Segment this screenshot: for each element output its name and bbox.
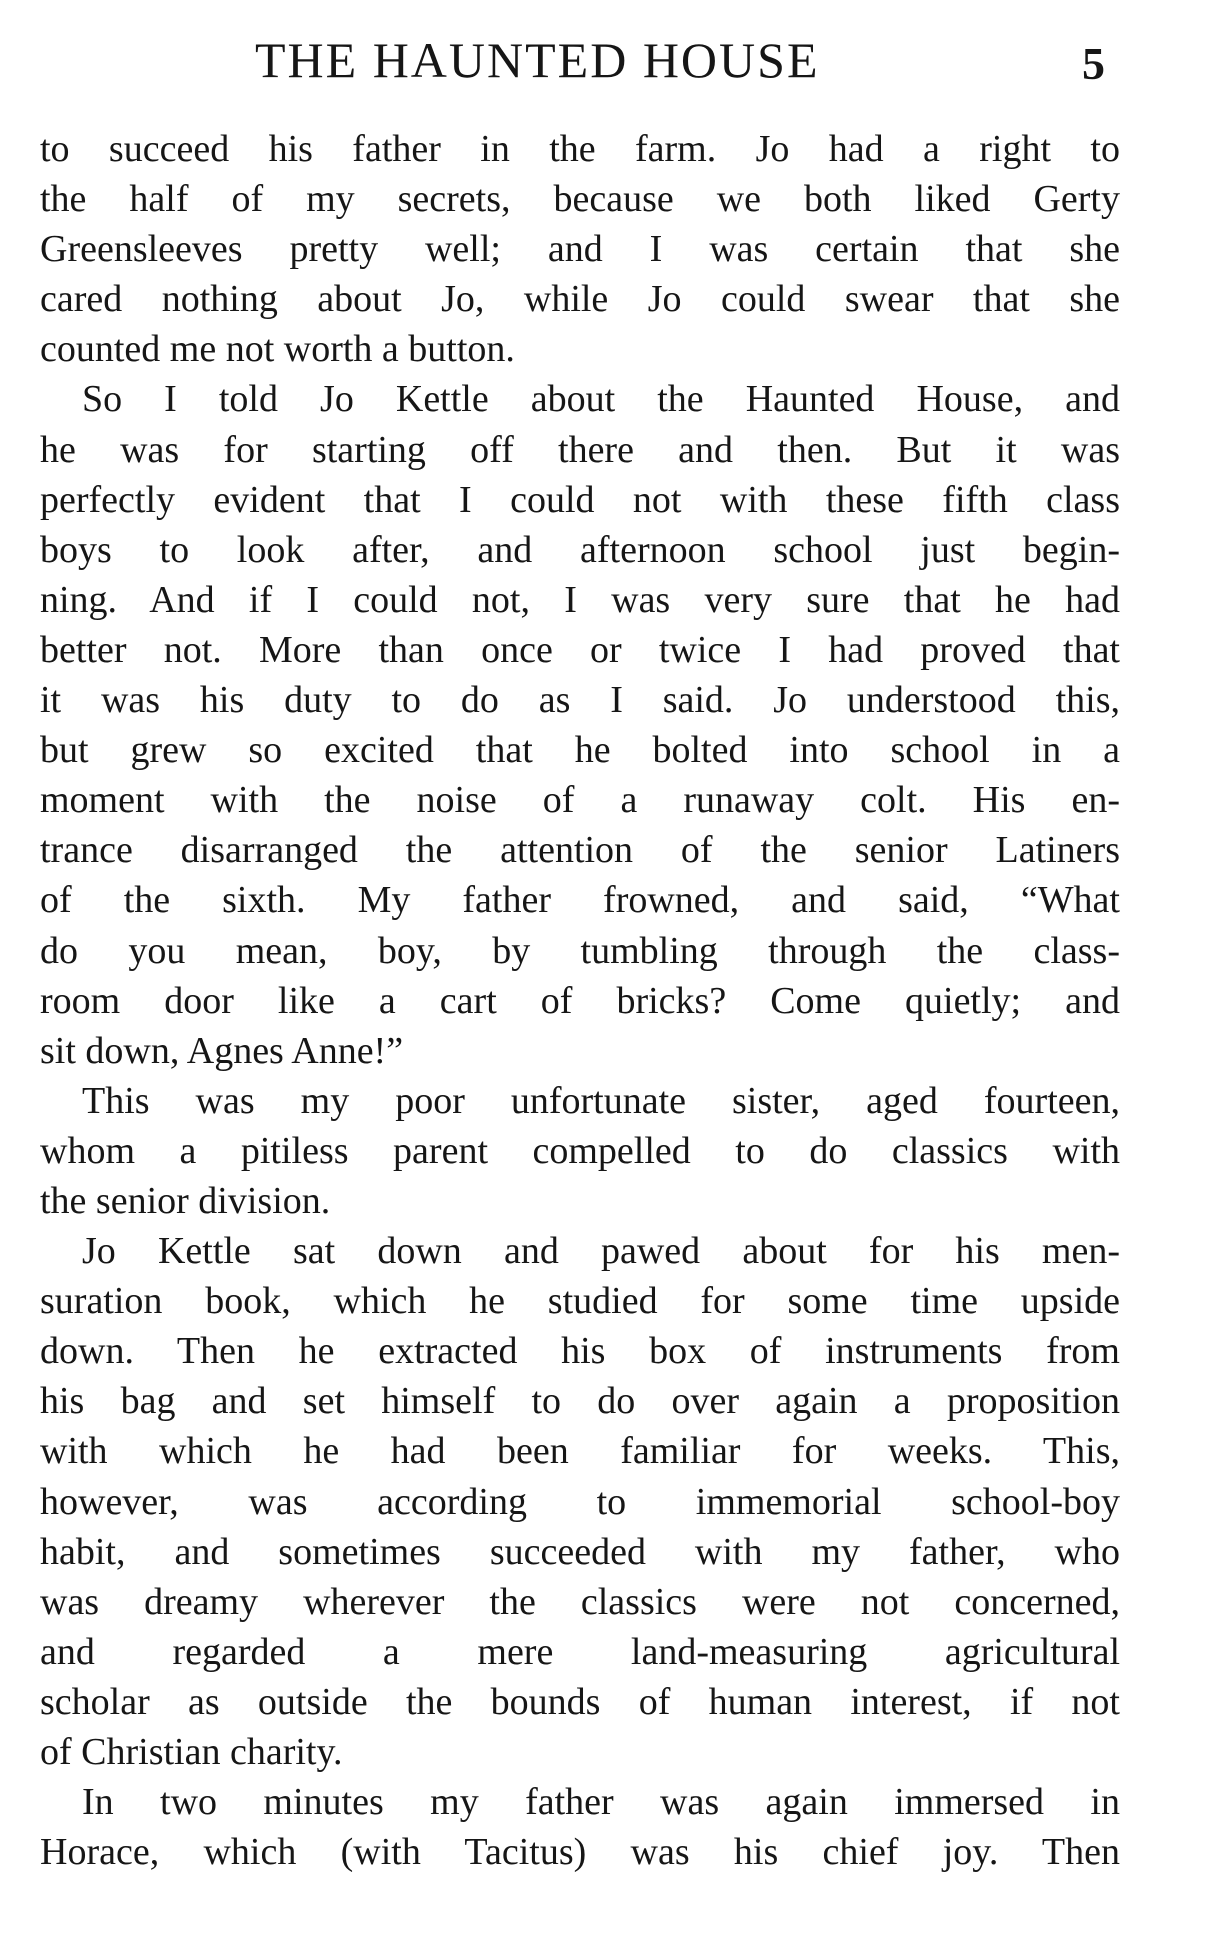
text-line: counted me not worth a button. (40, 328, 515, 371)
text-line: do you mean, boy, by tumbling through the class- (40, 929, 1120, 972)
page-number: 5 (1082, 38, 1105, 89)
text-line: Horace, which (with Tacitus) was his chief joy. Then (40, 1831, 1120, 1874)
body-text (40, 124, 1120, 1877)
running-header (0, 28, 1212, 92)
text-line: however, was according to immemorial school-boy (40, 1480, 1120, 1523)
text-line: down. Then he extracted his box of instruments from (40, 1330, 1120, 1373)
text-line: perfectly evident that I could not with these fifth class (40, 478, 1120, 521)
text-line: and regarded a mere land-measuring agricultural (40, 1630, 1120, 1673)
text-line: trance disarranged the attention of the senior Latiners (40, 829, 1120, 872)
text-line: moment with the noise of a runaway colt. His en- (40, 779, 1120, 822)
text-line: room door like a cart of bricks? Come quietly; and (40, 979, 1120, 1022)
text-line: boys to look after, and afternoon school just begin- (40, 528, 1120, 571)
text-line: This was my poor unfortunate sister, aged fourteen, (82, 1079, 1120, 1122)
text-line: his bag and set himself to do over again a proposition (40, 1380, 1120, 1423)
text-line: suration book, which he studied for some time upside (40, 1280, 1120, 1323)
text-line: sit down, Agnes Anne!” (40, 1029, 404, 1072)
text-line: the senior division. (40, 1179, 331, 1222)
text-line: In two minutes my father was again immersed in (82, 1781, 1120, 1824)
text-line: scholar as outside the bounds of human interest, if not (40, 1680, 1120, 1723)
text-line: to succeed his father in the farm. Jo had a right to (40, 128, 1120, 170)
text-line: with which he had been familiar for weeks. This, (40, 1430, 1120, 1473)
text-line: ning. And if I could not, I was very sure that he had (40, 578, 1120, 621)
text-line: So I told Jo Kettle about the Haunted House, and (82, 378, 1120, 421)
text-line: Greensleeves pretty well; and I was certain that she (40, 228, 1120, 271)
text-line: cared nothing about Jo, while Jo could swear that she (40, 278, 1120, 321)
text-line: habit, and sometimes succeeded with my father, who (40, 1530, 1120, 1573)
text-line: Jo Kettle sat down and pawed about for his men- (82, 1230, 1120, 1273)
text-line: of Christian charity. (40, 1731, 343, 1773)
text-line: he was for starting off there and then. But it was (40, 428, 1120, 471)
text-line: the half of my secrets, because we both liked Gerty (40, 178, 1120, 221)
text-line: was dreamy wherever the classics were not concerned, (40, 1580, 1120, 1623)
running-title: THE HAUNTED HOUSE (255, 32, 820, 88)
text-line: it was his duty to do as I said. Jo understood this, (40, 679, 1120, 722)
text-line: of the sixth. My father frowned, and said, “What (40, 879, 1120, 922)
text-line: but grew so excited that he bolted into school in a (40, 729, 1120, 772)
text-line: better not. More than once or twice I had proved that (40, 628, 1120, 671)
text-line: whom a pitiless parent compelled to do classics with (40, 1129, 1120, 1172)
